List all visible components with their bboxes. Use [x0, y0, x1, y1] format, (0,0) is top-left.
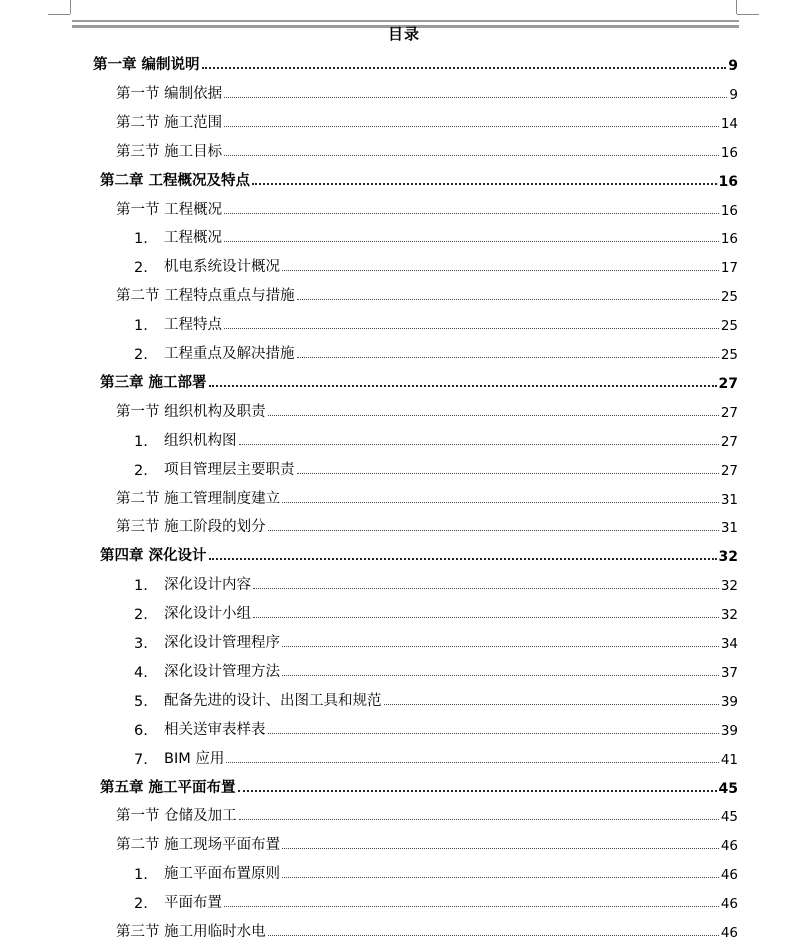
toc-dot-leader	[253, 617, 719, 618]
toc-entry-number: 6.	[134, 723, 148, 739]
toc-entry-label: 深化设计内容	[164, 577, 251, 593]
toc-entry-number: 2.	[134, 260, 148, 276]
toc-entry-item[interactable]	[134, 630, 738, 652]
toc-entry-section[interactable]	[116, 803, 738, 825]
toc-dot-leader	[268, 935, 719, 936]
toc-dot-leader	[268, 415, 719, 416]
toc-page-number: 41	[720, 752, 738, 768]
toc-entry-label: 机电系统设计概况	[164, 259, 280, 275]
toc-entry-section[interactable]	[116, 283, 738, 305]
toc-entry-section[interactable]	[116, 139, 738, 161]
toc-dot-leader	[282, 270, 719, 271]
toc-entry-number: 1.	[134, 231, 148, 247]
toc-entry-label: 组织机构图	[164, 433, 237, 449]
toc-dot-leader	[224, 155, 719, 156]
toc-entry-number: 1.	[134, 867, 148, 883]
toc-entry-number: 5.	[134, 694, 148, 710]
page-corner-mark	[70, 0, 71, 14]
toc-page-number: 25	[720, 347, 738, 363]
toc-page-number: 9	[728, 58, 738, 74]
toc-dot-leader	[282, 646, 719, 647]
toc-entry-item[interactable]	[134, 457, 738, 479]
toc-page-number: 32	[720, 578, 738, 594]
toc-page-number: 39	[720, 723, 738, 739]
toc-entry-label: 施工平面布置原则	[164, 866, 280, 882]
toc-entry-label: 第三节 施工阶段的划分	[116, 519, 266, 535]
toc-dot-leader	[224, 126, 719, 127]
toc-page-number: 17	[720, 260, 738, 276]
toc-dot-leader	[239, 819, 719, 820]
toc-entry-label: 第四章 深化设计	[100, 548, 207, 564]
page-corner-mark	[48, 14, 70, 15]
toc-entry-label: 深化设计管理方法	[164, 664, 280, 680]
toc-entry-item[interactable]	[134, 890, 738, 912]
toc-entry-section[interactable]	[116, 514, 738, 536]
toc-entry-chapter[interactable]	[100, 775, 738, 797]
toc-entry-label: 第二节 施工现场平面布置	[116, 837, 281, 853]
toc-dot-leader	[297, 357, 719, 358]
toc-entry-section[interactable]	[116, 81, 738, 103]
toc-entry-section[interactable]	[116, 197, 738, 219]
toc-dot-leader	[282, 675, 719, 676]
toc-dot-leader	[297, 299, 719, 300]
toc-page-number: 16	[720, 145, 738, 161]
toc-entry-item[interactable]	[134, 659, 738, 681]
toc-entry-label: 第一节 编制依据	[116, 86, 223, 102]
toc-dot-leader	[282, 848, 719, 849]
toc-entry-label: 第一节 仓储及加工	[116, 808, 237, 824]
toc-page-number: 25	[720, 289, 738, 305]
toc-dot-leader	[202, 67, 727, 69]
toc-page-number: 16	[720, 231, 738, 247]
toc-page-number: 27	[720, 463, 738, 479]
toc-page-number: 39	[720, 694, 738, 710]
toc-entry-label: 第五章 施工平面布置	[100, 780, 236, 796]
toc-entry-number: 2.	[134, 347, 148, 363]
toc-entry-item[interactable]	[134, 572, 738, 594]
toc-dot-leader	[226, 762, 718, 763]
toc-dot-leader	[239, 444, 719, 445]
toc-entry-label: 第二节 工程特点重点与措施	[116, 288, 295, 304]
toc-entry-chapter[interactable]	[93, 52, 738, 74]
toc-page-number: 14	[720, 116, 738, 132]
toc-dot-leader	[209, 385, 717, 387]
toc-entry-label: 第三节 施工用临时水电	[116, 924, 266, 940]
toc-page-number: 27	[720, 434, 738, 450]
toc-page-number: 45	[720, 809, 738, 825]
toc-dot-leader	[253, 588, 719, 589]
toc-entry-label: 平面布置	[164, 895, 222, 911]
toc-dot-leader	[224, 213, 719, 214]
toc-entry-section[interactable]	[116, 832, 738, 854]
page-corner-mark	[736, 0, 737, 14]
toc-entry-label: 第一节 组织机构及职责	[116, 404, 266, 420]
toc-entry-label: BIM 应用	[164, 751, 225, 767]
toc-entry-label: 工程重点及解决措施	[164, 346, 295, 362]
toc-entry-label: 深化设计小组	[164, 606, 251, 622]
toc-entry-label: 深化设计管理程序	[164, 635, 280, 651]
toc-page-number: 16	[720, 203, 738, 219]
toc-entry-label: 工程特点	[164, 317, 222, 333]
toc-entry-chapter[interactable]	[100, 543, 738, 565]
toc-page-number: 31	[720, 492, 738, 508]
toc-entry-label: 第三章 施工部署	[100, 375, 207, 391]
toc-page-number: 16	[718, 174, 738, 190]
toc-entry-chapter[interactable]	[100, 168, 738, 190]
toc-entry-section[interactable]	[116, 399, 738, 421]
toc-entry-label: 项目管理层主要职责	[164, 462, 295, 478]
toc-dot-leader	[224, 906, 719, 907]
toc-entry-label: 工程概况	[164, 230, 222, 246]
toc-dot-leader	[224, 97, 727, 98]
toc-page-number: 46	[720, 925, 738, 941]
toc-entry-chapter[interactable]	[100, 370, 738, 392]
toc-dot-leader	[282, 502, 719, 503]
toc-entry-item[interactable]	[134, 428, 738, 450]
toc-entry-section[interactable]	[116, 486, 738, 508]
toc-page-number: 27	[720, 405, 738, 421]
toc-title: 目录	[387, 25, 420, 43]
toc-entry-number: 2.	[134, 607, 148, 623]
toc-page-number: 31	[720, 520, 738, 536]
toc-entry-label: 第三节 施工目标	[116, 144, 223, 160]
toc-entry-item[interactable]	[134, 341, 738, 363]
toc-dot-leader	[268, 530, 719, 531]
toc-entry-label: 相关送审表样表	[164, 722, 266, 738]
toc-page-number: 37	[720, 665, 738, 681]
toc-page-number: 27	[718, 376, 738, 392]
toc-page-number: 34	[720, 636, 738, 652]
toc-entry-label: 配备先进的设计、出图工具和规范	[164, 693, 382, 709]
toc-entry-number: 1.	[134, 578, 148, 594]
toc-entry-item[interactable]	[134, 254, 738, 276]
toc-dot-leader	[224, 328, 719, 329]
toc-entry-item[interactable]	[134, 225, 738, 247]
toc-page-number: 9	[729, 87, 738, 103]
toc-entry-number: 2.	[134, 896, 148, 912]
toc-entry-label: 第一章 编制说明	[93, 57, 200, 73]
toc-entry-label: 第二节 施工管理制度建立	[116, 491, 281, 507]
toc-dot-leader	[252, 183, 716, 185]
toc-dot-leader	[209, 558, 717, 560]
toc-entry-item[interactable]	[134, 688, 738, 710]
toc-entry-label: 第一节 工程概况	[116, 202, 223, 218]
toc-entry-label: 第二节 施工范围	[116, 115, 223, 131]
toc-dot-leader	[282, 877, 719, 878]
toc-entry-number: 2.	[134, 463, 148, 479]
toc-dot-leader	[224, 241, 719, 242]
page-corner-mark	[737, 14, 759, 15]
toc-dot-leader	[384, 704, 719, 705]
toc-entry-item[interactable]	[134, 746, 738, 768]
toc-entry-number: 7.	[134, 752, 148, 768]
toc-page-number: 46	[720, 867, 738, 883]
toc-entry-section[interactable]	[116, 110, 738, 132]
toc-page-number: 32	[720, 607, 738, 623]
toc-page-number: 45	[718, 781, 738, 797]
toc-entry-number: 1.	[134, 318, 148, 334]
toc-entry-number: 4.	[134, 665, 148, 681]
toc-entry-number: 3.	[134, 636, 148, 652]
toc-page-number: 25	[720, 318, 738, 334]
toc-entry-item[interactable]	[134, 861, 738, 883]
toc-page-number: 32	[718, 549, 738, 565]
toc-entry-section[interactable]	[116, 919, 738, 941]
toc-dot-leader	[268, 733, 719, 734]
toc-page-number: 46	[720, 838, 738, 854]
toc-entry-item[interactable]	[134, 601, 738, 623]
toc-dot-leader	[238, 790, 717, 792]
toc-entry-label: 第二章 工程概况及特点	[100, 173, 251, 189]
toc-entry-number: 1.	[134, 434, 148, 450]
toc-page-number: 46	[720, 896, 738, 912]
toc-entry-item[interactable]	[134, 312, 738, 334]
header-rule	[72, 20, 739, 22]
toc-dot-leader	[297, 473, 719, 474]
toc-entry-item[interactable]	[134, 717, 738, 739]
